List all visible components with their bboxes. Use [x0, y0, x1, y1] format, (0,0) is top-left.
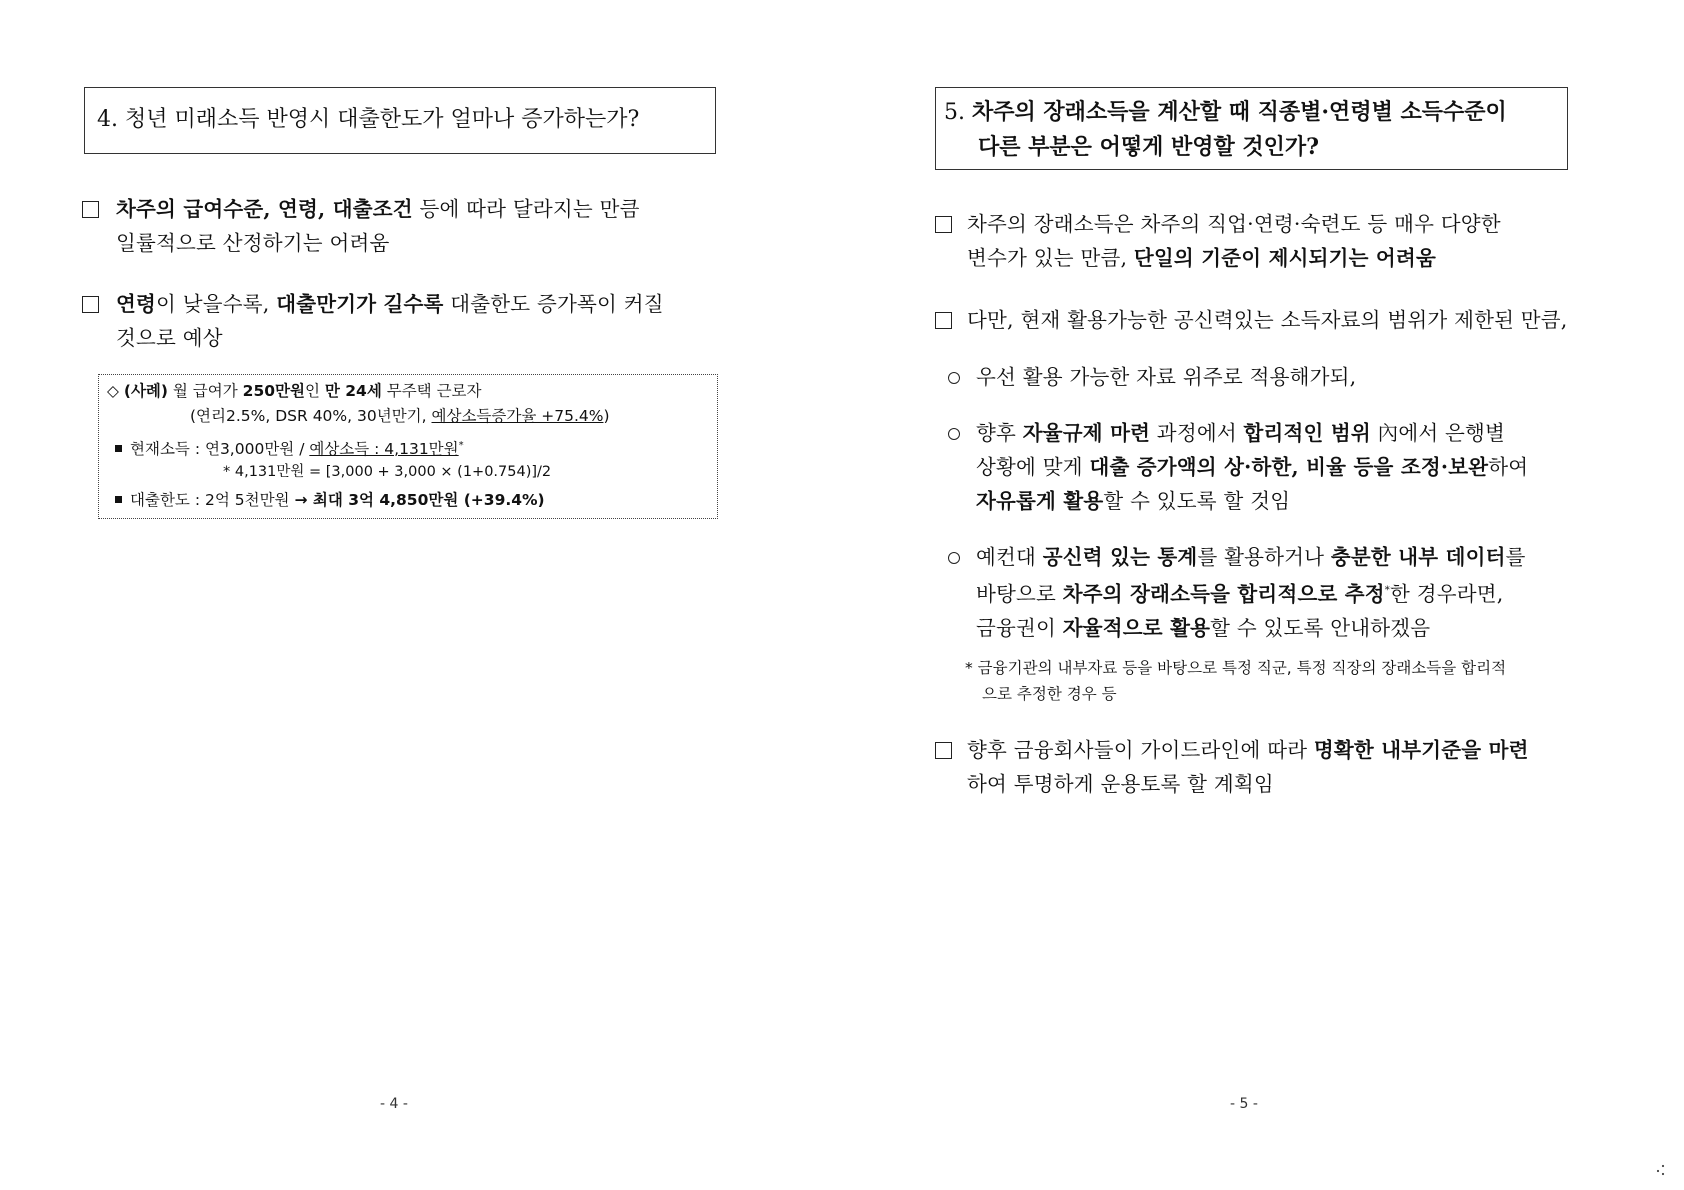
- section-4-heading: 4. 청년 미래소득 반영시 대출한도가 얼마나 증가하는가?: [97, 107, 640, 132]
- checkbox-square-icon: [82, 296, 99, 313]
- square-bullet-icon: [115, 496, 122, 503]
- right-sub-2: 향후 자율규제 마련 과정에서 합리적인 범위 內에서 은행별 상황에 맞게 대출 증가액의 상·하한, 비율 등을 조정·보완하여 자유롭게 활용할 수 있도록 할 것임: [976, 421, 1529, 513]
- footnote: * 금융기관의 내부자료 등을 바탕으로 특정 직군, 특정 직장의 장래소득을 합리적 으로 추정한 경우 등: [965, 659, 1507, 703]
- circle-bullet-icon: [948, 372, 960, 384]
- right-item-1: 차주의 장래소득은 차주의 직업·연령·숙련도 등 매우 다양한 변수가 있는 만큼, 단일의 기준이 제시되기는 어려움: [967, 212, 1501, 270]
- section-5-heading-box: 5. 차주의 장래소득을 계산할 때 직종별·연령별 소득수준이 다른 부분은 어떻게 반영할 것인가?: [935, 87, 1568, 170]
- example-conditions: (연리2.5%, DSR 40%, 30년만기, 예상소득증가율 +75.4%): [190, 407, 610, 425]
- right-item-2: 다만, 현재 활용가능한 공신력있는 소득자료의 범위가 제한된 만큼,: [967, 308, 1568, 332]
- example-formula: * 4,131만원 = [3,000 + 3,000 × (1+0.754)]/2: [223, 464, 552, 480]
- checkbox-square-icon: [935, 216, 952, 233]
- right-item-3: 향후 금융회사들이 가이드라인에 따라 명확한 내부기준을 마련 하여 투명하게 운용토록 할 계획임: [967, 738, 1529, 796]
- page-number-5: - 5 -: [1230, 1096, 1258, 1112]
- checkbox-square-icon: [82, 201, 99, 218]
- circle-bullet-icon: [948, 552, 960, 564]
- example-limit: 대출한도 : 2억 5천만원 → 최대 3억 4,850만원 (+39.4%): [115, 489, 545, 511]
- checkbox-square-icon: [935, 742, 952, 759]
- example-income: 현재소득 : 연3,000만원 / 예상소득 : 4,131만원*: [115, 435, 464, 460]
- section-5-heading: 차주의 장래소득을 계산할 때 직종별·연령별 소득수준이: [971, 99, 1507, 125]
- diamond-icon: ◇: [107, 382, 119, 400]
- example-title: ◇ (사례) 월 급여가 250만원인 만 24세 무주택 근로자: [107, 382, 482, 400]
- square-bullet-icon: [115, 445, 122, 452]
- right-sub-1: 우선 활용 가능한 자료 위주로 적용해가되,: [976, 365, 1357, 389]
- left-item-1: 차주의 급여수준, 연령, 대출조건 등에 따라 달라지는 만큼 일률적으로 산정하기는 어려움: [116, 197, 640, 255]
- page-number-4: - 4 -: [380, 1096, 408, 1112]
- checkbox-square-icon: [935, 312, 952, 329]
- circle-bullet-icon: [948, 428, 960, 440]
- arrow-right-icon: →: [294, 491, 308, 509]
- corner-dots-icon: [1654, 1164, 1666, 1176]
- left-item-2: 연령이 낮을수록, 대출만기가 길수록 대출한도 증가폭이 커질 것으로 예상: [116, 292, 664, 350]
- section-4-heading-box: [84, 87, 716, 154]
- page-5: [842, 0, 1684, 1190]
- right-sub-3: 예컨대 공신력 있는 통계를 활용하거나 충분한 내부 데이터를 바탕으로 차주의 장래소득을 합리적으로 추정*한 경우라면, 금융권이 자율적으로 활용할 수 있도록 안내하겠음: [976, 545, 1526, 640]
- example-box: [98, 374, 718, 519]
